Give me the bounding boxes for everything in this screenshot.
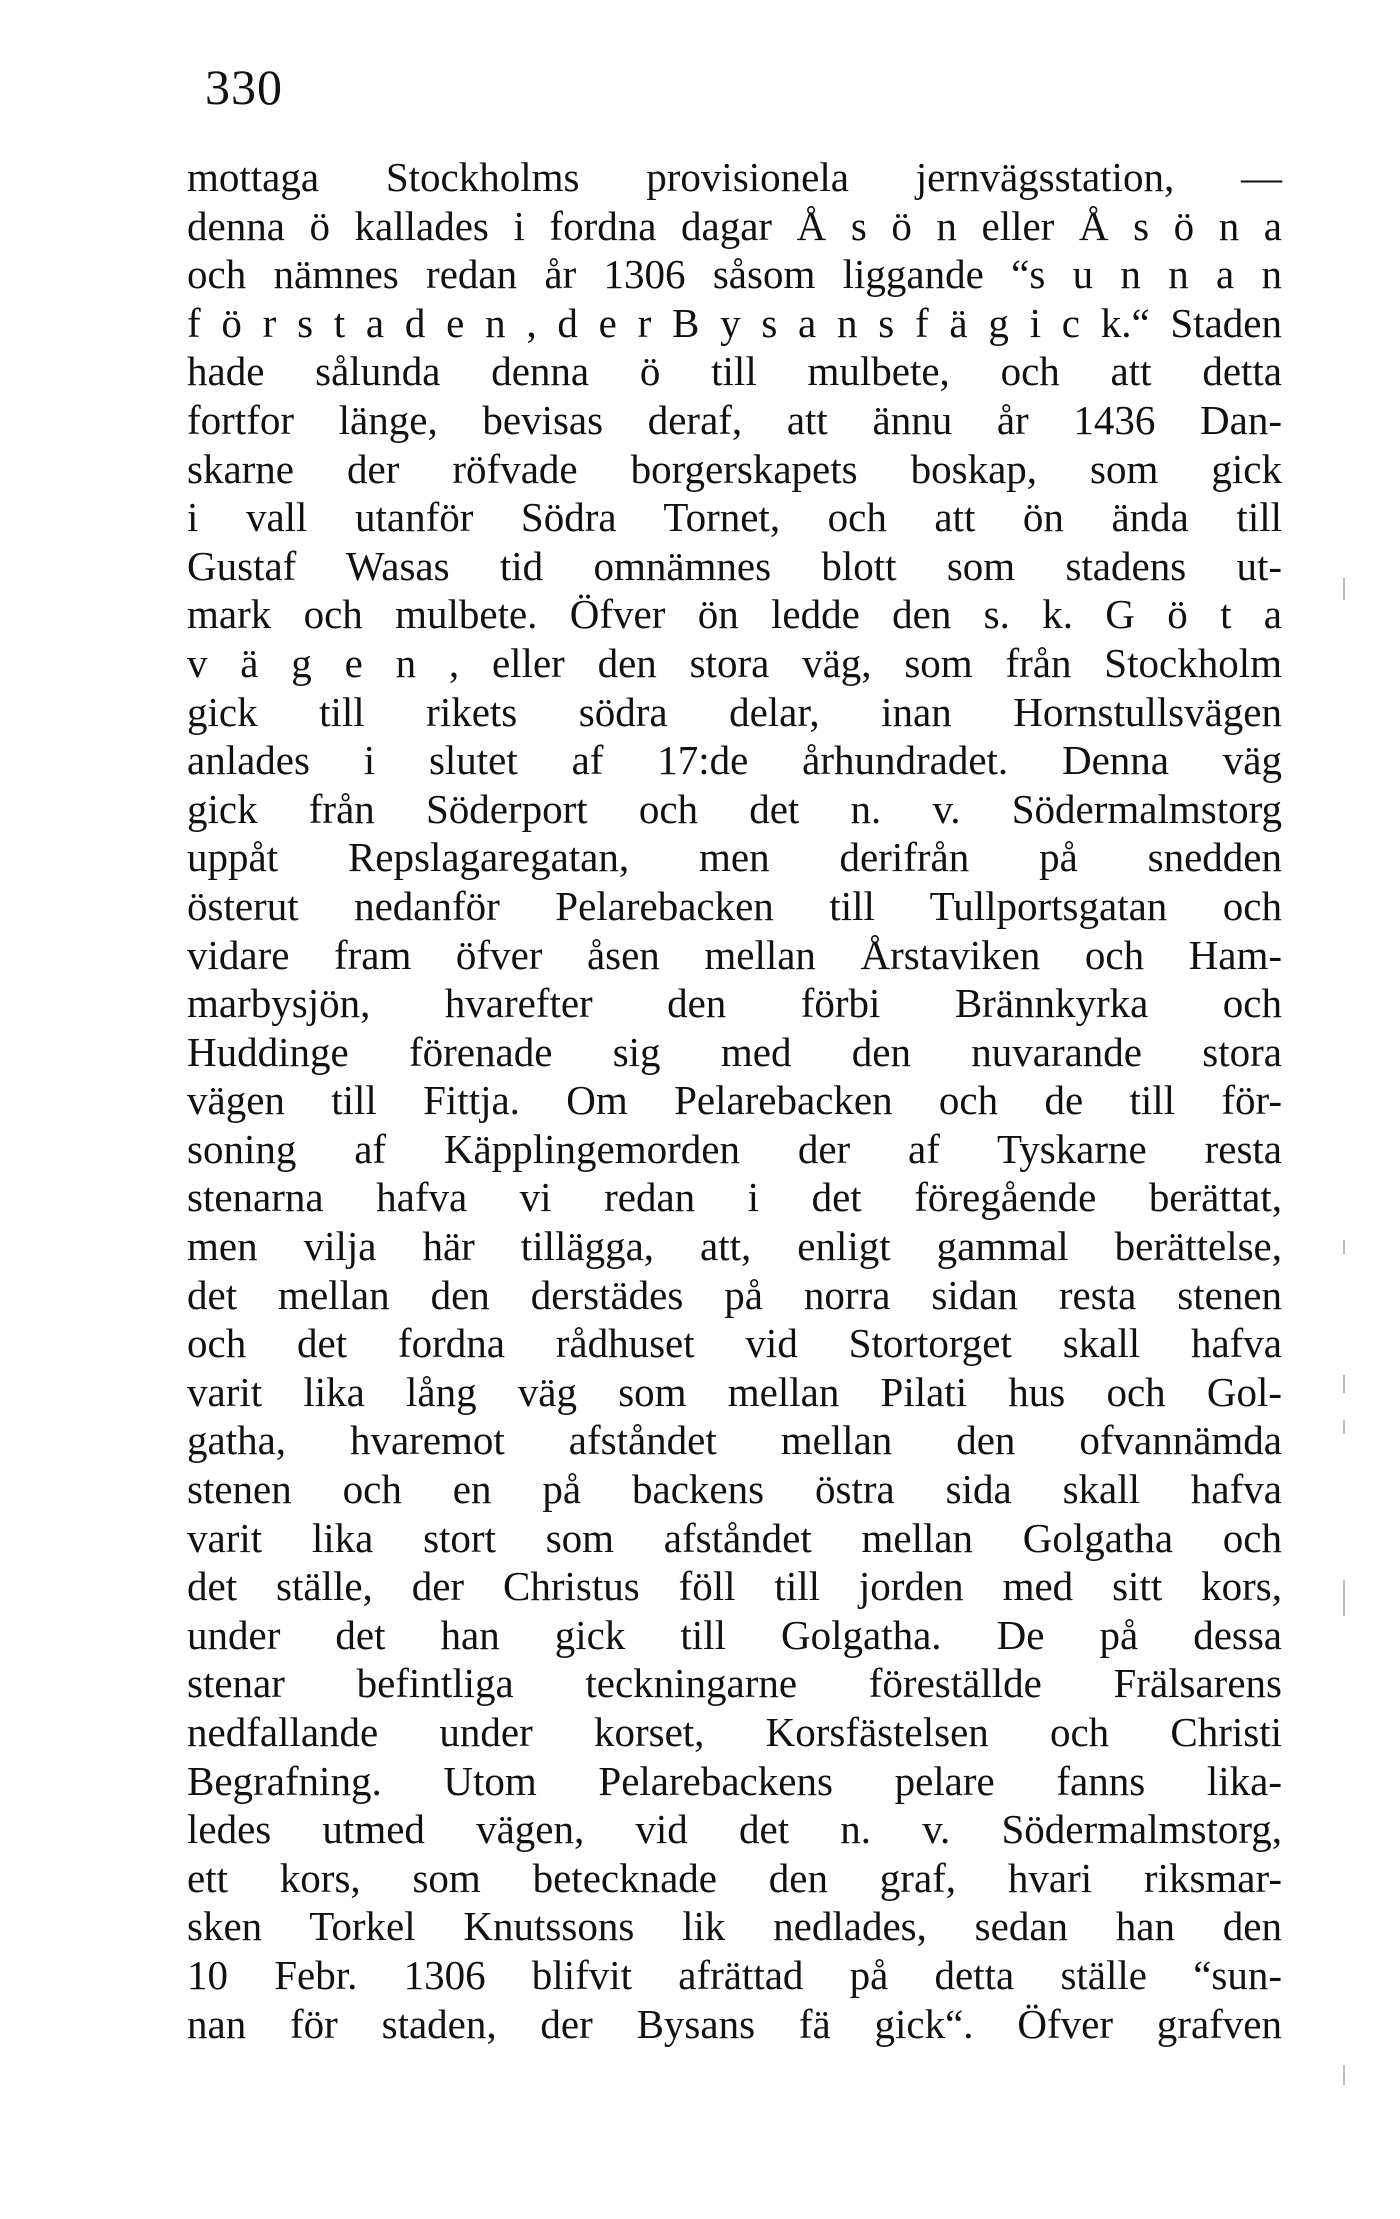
margin-mark: [1343, 1240, 1345, 1254]
text-line: stenar befintliga teckningarne föreställde Frälsarens: [187, 1660, 1282, 1707]
text-line: skarne der röfvade borgerskapets boskap, som gick: [187, 445, 1282, 492]
text-line: ett kors, som betecknade den graf, hvari riksmar-: [187, 1854, 1282, 1901]
text-line: ledes utmed vägen, vid det n. v. Södermalmstorg,: [187, 1806, 1282, 1853]
text-line: det mellan den derstädes på norra sidan resta stenen: [187, 1271, 1282, 1318]
margin-mark: [1343, 1375, 1345, 1393]
page-number: 330: [205, 59, 283, 115]
text-line: marbysjön, hvarefter den förbi Brännkyrka och: [187, 980, 1282, 1027]
text-line: det ställe, der Christus föll till jorden med sitt kors,: [187, 1563, 1282, 1610]
text-line: sken Torkel Knutssons lik nedlades, sedan han den: [187, 1903, 1282, 1950]
text-line: soning af Käpplingemorden der af Tyskarne resta: [187, 1125, 1282, 1172]
text-line: varit lika lång väg som mellan Pilati hus och Gol-: [187, 1368, 1282, 1415]
text-line: stenen och en på backens östra sida skall hafva: [187, 1466, 1282, 1513]
text-line: hade sålunda denna ö till mulbete, och att detta: [187, 348, 1282, 395]
text-line: under det han gick till Golgatha. De på dessa: [187, 1611, 1282, 1658]
text-line: Begrafning. Utom Pelarebackens pelare fanns lika-: [187, 1757, 1282, 1804]
text-line: nedfallande under korset, Korsfästelsen och Christi: [187, 1709, 1282, 1755]
text-line: och det fordna rådhuset vid Stortorget skall hafva: [187, 1320, 1282, 1367]
text-line: gick från Söderport och det n. v. Södermalmstorg: [187, 785, 1282, 832]
text-line: v ä g e n , eller den stora väg, som från Stockholm: [187, 639, 1282, 686]
body-text: [187, 153, 1282, 2048]
text-line: i vall utanför Södra Tornet, och att ön ända till: [187, 494, 1282, 541]
text-line: varit lika stort som afståndet mellan Golgatha och: [187, 1514, 1282, 1561]
text-line: och nämnes redan år 1306 såsom liggande “s u n n a n: [187, 251, 1282, 298]
text-line: men vilja här tillägga, att, enligt gammal berättelse,: [187, 1223, 1282, 1270]
text-line: gatha, hvaremot afståndet mellan den ofvannämda: [187, 1417, 1282, 1464]
text-line: anlades i slutet af 17:de århundradet. Denna väg: [187, 737, 1282, 784]
text-line: denna ö kallades i fordna dagar Å s ö n eller Å s ö n a: [187, 202, 1282, 249]
text-line: vägen till Fittja. Om Pelarebacken och de till för-: [187, 1077, 1282, 1124]
text-line: 10 Febr. 1306 blifvit afrättad på detta ställe “sun-: [187, 1951, 1282, 1998]
margin-mark: [1343, 578, 1345, 600]
margin-mark: [1343, 1420, 1345, 1434]
text-line: fortfor länge, bevisas deraf, att ännu år 1436 Dan-: [187, 396, 1282, 443]
text-line: gick till rikets södra delar, inan Hornstullsvägen: [187, 688, 1282, 735]
text-line: f ö r s t a d e n , d e r B y s a n s f ä g i c k.“ Staden: [187, 299, 1282, 346]
text-line: österut nedanför Pelarebacken till Tullportsgatan och: [187, 882, 1282, 929]
text-line: nan för staden, der Bysans fä gick“. Öfver grafven: [187, 2000, 1282, 2047]
text-line: uppåt Repslagaregatan, men derifrån på snedden: [187, 834, 1282, 881]
text-line: vidare fram öfver åsen mellan Årstaviken och Ham-: [187, 931, 1282, 978]
text-line: mottaga Stockholms provisionela jernvägsstation, —: [187, 154, 1282, 200]
text-line: stenarna hafva vi redan i det föregående berättat,: [187, 1174, 1282, 1221]
text-line: Huddinge förenade sig med den nuvarande stora: [187, 1028, 1282, 1075]
margin-mark: [1343, 2065, 1345, 2085]
margin-mark: [1343, 1580, 1345, 1616]
text-line: Gustaf Wasas tid omnämnes blott som stadens ut-: [187, 542, 1282, 589]
text-line: mark och mulbete. Öfver ön ledde den s. k. G ö t a: [187, 591, 1282, 638]
